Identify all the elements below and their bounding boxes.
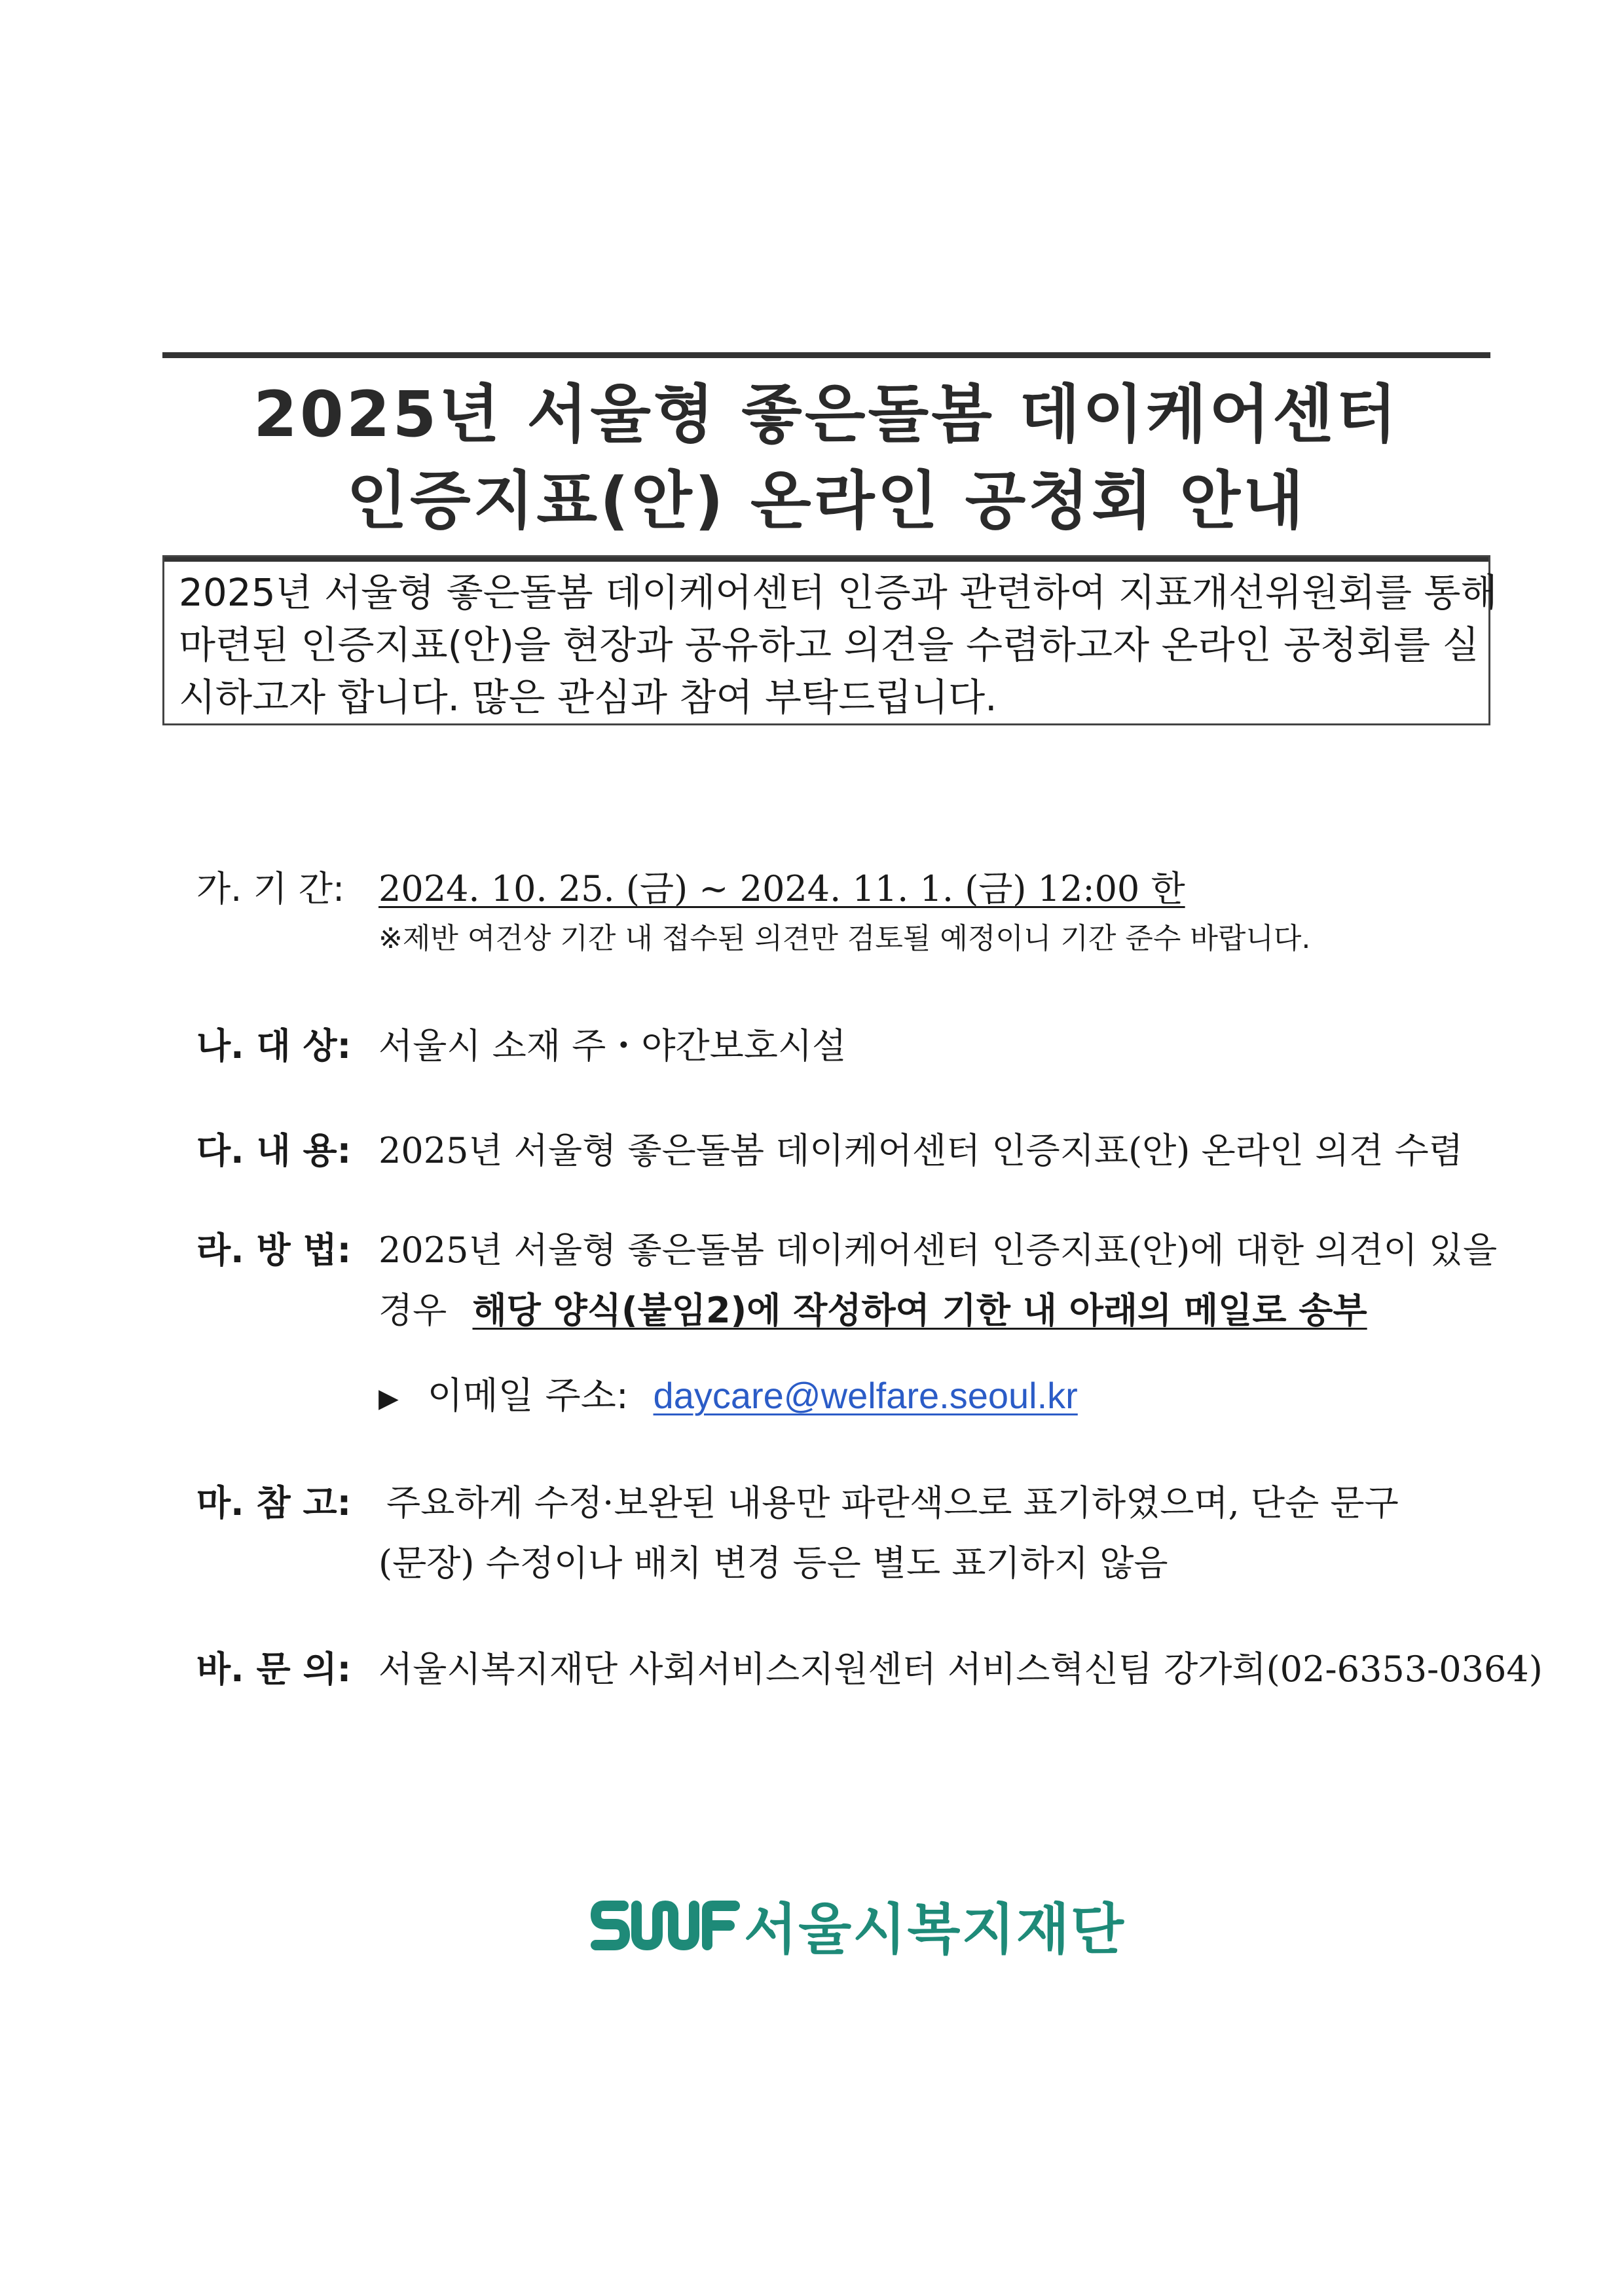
intro-line-3: 시하고자 합니다. 많은 관심과 참여 부탁드립니다.: [179, 675, 997, 720]
content-value: 2025년 서울형 좋은돌봄 데이케어센터 인증지표(안) 온라인 의견 수렴: [378, 1130, 1463, 1171]
period-label: 가. 기 간:: [196, 868, 345, 909]
title-line-1: 2025년 서울형 좋은돌봄 데이케어센터: [253, 378, 1399, 451]
reference-line-2: (문장) 수정이나 배치 변경 등은 별도 표기하지 않음: [378, 1542, 1168, 1584]
reference-label: 마. 참 고:: [196, 1482, 352, 1523]
target-value: 서울시 소재 주・야간보호시설: [378, 1025, 847, 1066]
method-line-2-prefix: 경우: [378, 1290, 447, 1331]
foundation-logo: [589, 1886, 1125, 1965]
period-note: ※제반 여건상 기간 내 접수된 의견만 검토될 예정이니 기간 준수 바랍니다.: [378, 922, 1311, 955]
inquiry-value: 서울시복지재단 사회서비스지원센터 서비스혁신팀 강가희(02-6353-0364): [378, 1649, 1543, 1690]
intro-line-2: 마련된 인증지표(안)을 현장과 공유하고 의견을 수렴하고자 온라인 공청회를 실: [179, 623, 1479, 667]
triangle-bullet-icon: ▶: [378, 1383, 399, 1413]
reference-line-1: 주요하게 수정·보완된 내용만 파란색으로 표기하였으며, 단순 문구: [386, 1482, 1399, 1523]
email-link[interactable]: daycare@welfare.seoul.kr: [653, 1375, 1078, 1416]
title-line-2: 인증지표(안) 온라인 공청회 안내: [346, 464, 1306, 538]
swf-logo-icon: [589, 1894, 740, 1957]
content-label: 다. 내 용:: [196, 1130, 352, 1171]
method-line-2: [378, 1283, 1367, 1338]
inquiry-label: 바. 문 의:: [196, 1649, 352, 1690]
intro-line-1: 2025년 서울형 좋은돌봄 데이케어센터 인증과 관련하여 지표개선위원회를 통해: [179, 570, 1498, 615]
email-label: 이메일 주소:: [427, 1375, 629, 1417]
foundation-logo-text: 서울시복지재단: [744, 1897, 1126, 1961]
target-label: 나. 대 상:: [196, 1025, 352, 1066]
method-line-2-emphasis: 해당 양식(붙임2)에 작성하여 기한 내 아래의 메일로 송부: [472, 1290, 1367, 1331]
title-block: [162, 352, 1490, 562]
email-row: [378, 1368, 1078, 1426]
intro-box: [162, 555, 1498, 725]
method-line-1: 2025년 서울형 좋은돌봄 데이케어센터 인증지표(안)에 대한 의견이 있을: [378, 1230, 1498, 1271]
method-label: 라. 방 법:: [196, 1230, 352, 1271]
period-value: 2024. 10. 25. (금) ~ 2024. 11. 1. (금) 12:00 한: [378, 868, 1185, 909]
